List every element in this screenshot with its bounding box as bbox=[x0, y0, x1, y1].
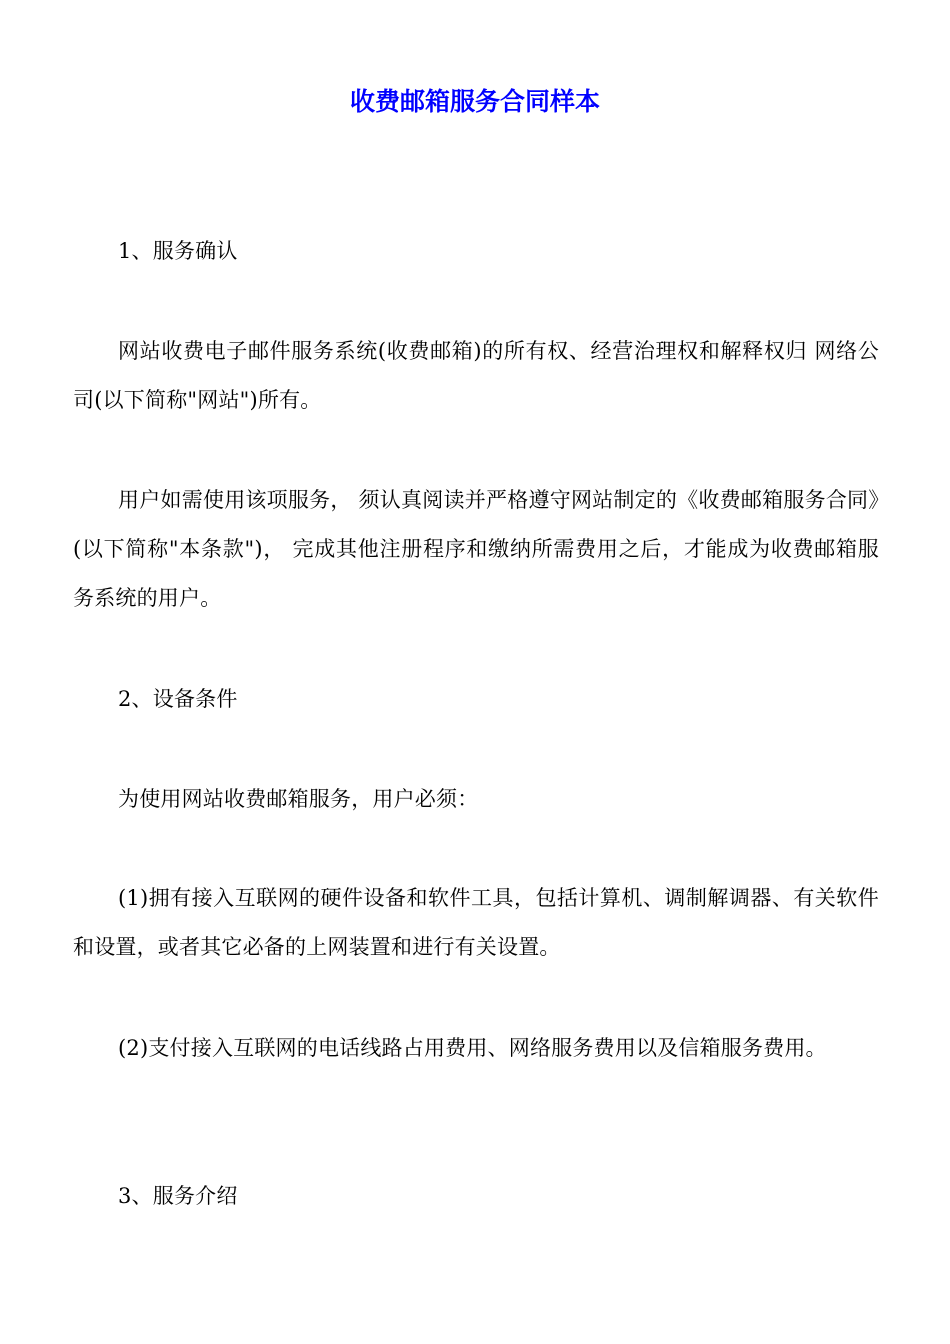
paragraph-requirement-fees: (2)支付接入互联网的电话线路占用费用、网络服务费用以及信箱服务费用。 bbox=[118, 1036, 827, 1060]
paragraph-requirements-intro: 为使用网站收费邮箱服务，用户必须： bbox=[118, 787, 479, 811]
paragraph-user-terms: 用户如需使用该项服务， 须认真阅读并严格遵守网站制定的《收费邮箱服务合同》(以下简称"本条款")， 完成其他注册程序和缴纳所需费用之后，才能成为收费邮箱服务系统的用户。 bbox=[73, 488, 879, 610]
paragraph-requirement-hardware: (1)拥有接入互联网的硬件设备和软件工具，包括计算机、调制解调器、有关软件和设置，或者其它必备的上网装置和进行有关设置。 bbox=[73, 886, 879, 959]
document-title: 收费邮箱服务合同样本 bbox=[349, 87, 600, 116]
section-heading-equipment: 2、设备条件 bbox=[118, 687, 238, 711]
section-heading-service-confirmation: 1、服务确认 bbox=[118, 239, 238, 263]
paragraph-ownership: 网站收费电子邮件服务系统(收费邮箱)的所有权、经营治理权和解释权归 网络公司(以下简称"网站")所有。 bbox=[73, 339, 879, 412]
section-heading-service-intro: 3、服务介绍 bbox=[118, 1184, 238, 1208]
